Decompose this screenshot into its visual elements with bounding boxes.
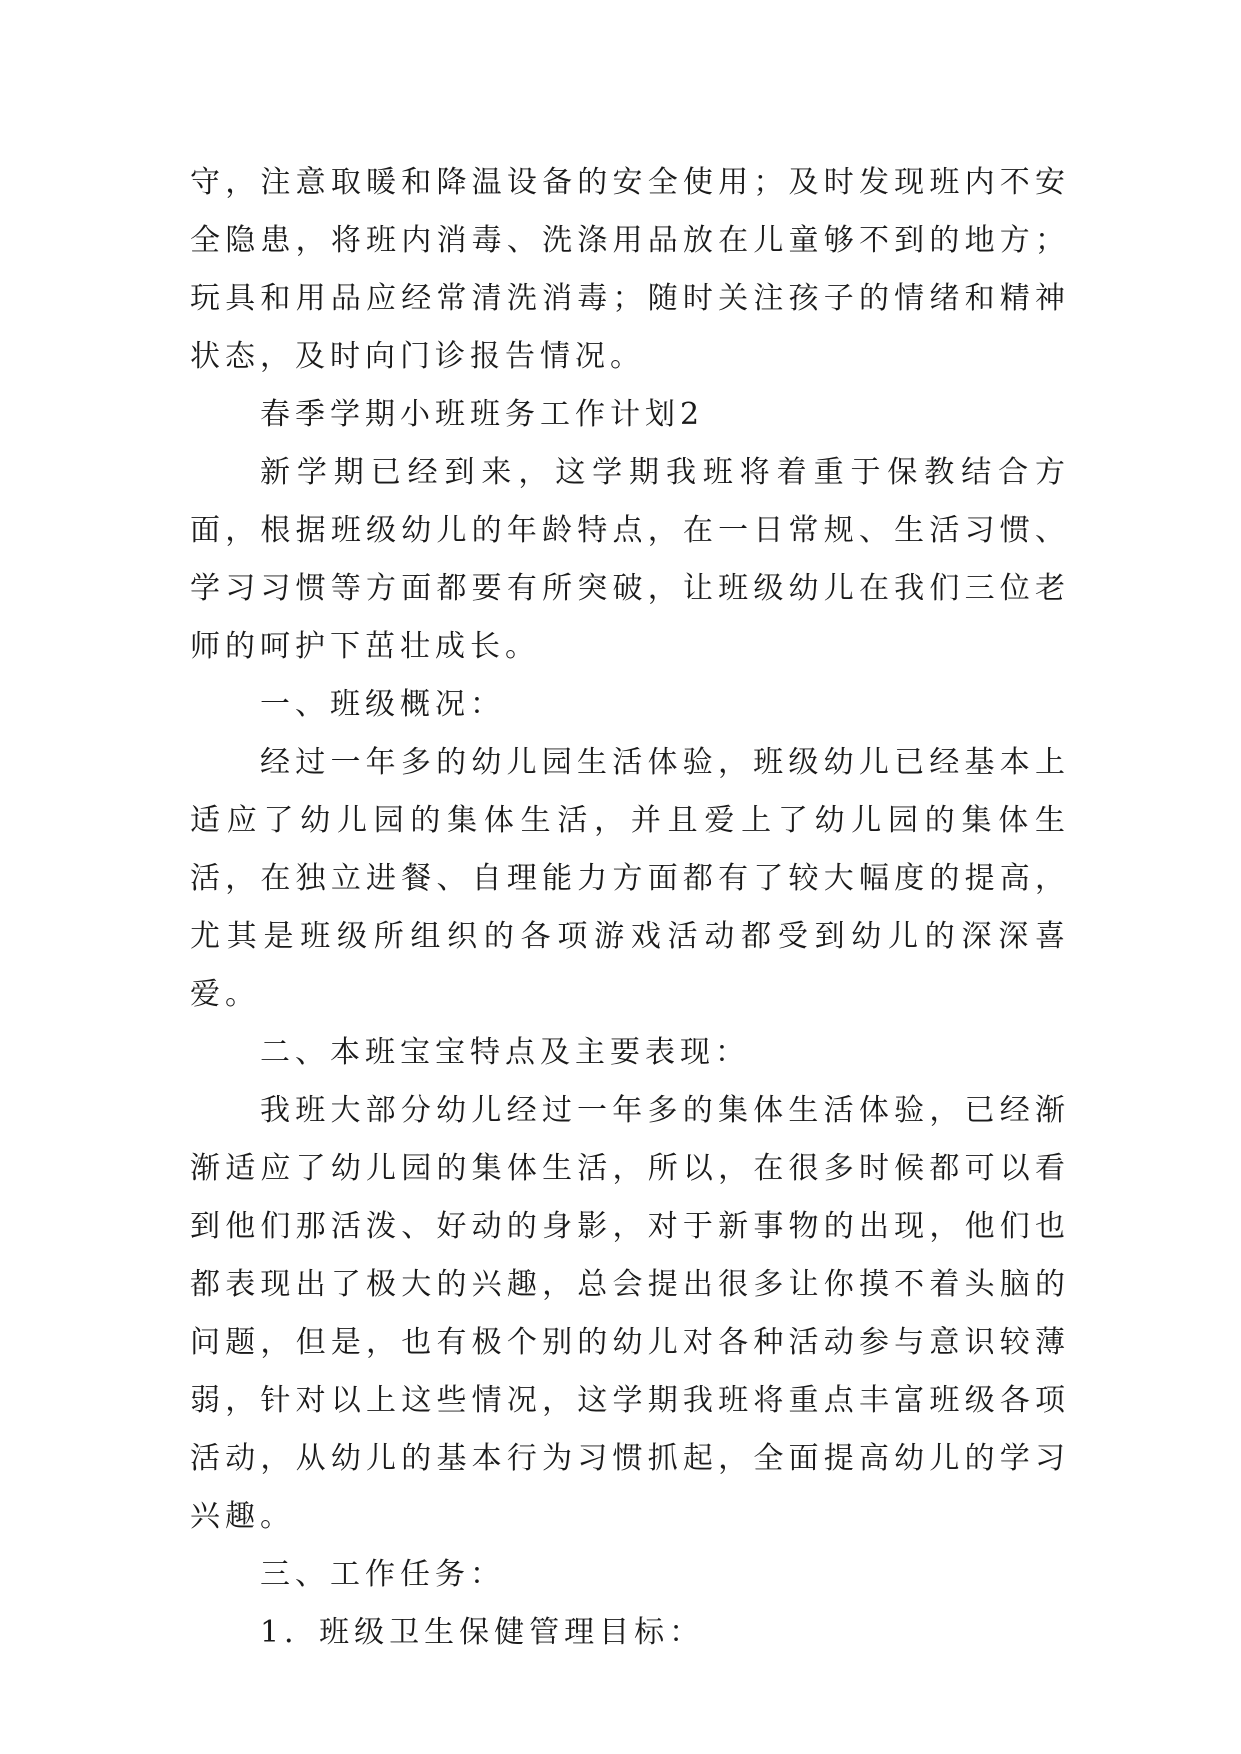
- paragraph-intro: 新学期已经到来，这学期我班将着重于保教结合方面，根据班级幼儿的年龄特点，在一日常规、生活习惯、学习习惯等方面都要有所突破，让班级幼儿在我们三位老师的呵护下茁壮成长。: [190, 455, 1070, 664]
- heading-hygiene-goals: 1．班级卫生保健管理目标：: [260, 1615, 705, 1650]
- heading-work-tasks: 三、工作任务：: [260, 1557, 505, 1592]
- section-title-plan-2: 春季学期小班班务工作计划2: [260, 397, 705, 432]
- heading-class-overview: 一、班级概况：: [260, 687, 505, 722]
- heading-class-characteristics: 二、本班宝宝特点及主要表现：: [260, 1035, 750, 1070]
- paragraph-class-characteristics: 我班大部分幼儿经过一年多的集体生活体验，已经渐渐适应了幼儿园的集体生活，所以，在很多时候都可以看到他们那活泼、好动的身影，对于新事物的出现，他们也都表现出了极大的兴趣，总会提出很多让你摸不着头脑的问题，但是，也有极个别的幼儿对各种活动参与意识较薄弱，针对以上这些情况，这学期我班将重点丰富班级各项活动，从幼儿的基本行为习惯抓起，全面提高幼儿的学习兴趣。: [190, 1093, 1070, 1534]
- paragraph-safety-continuation: 守，注意取暖和降温设备的安全使用；及时发现班内不安全隐患，将班内消毒、洗涤用品放在儿童够不到的地方；玩具和用品应经常清洗消毒；随时关注孩子的情绪和精神状态，及时向门诊报告情况。: [190, 165, 1070, 374]
- document-body: [190, 154, 1070, 1662]
- paragraph-class-overview: 经过一年多的幼儿园生活体验，班级幼儿已经基本上适应了幼儿园的集体生活，并且爱上了幼儿园的集体生活，在独立进餐、自理能力方面都有了较大幅度的提高，尤其是班级所组织的各项游戏活动都受到幼儿的深深喜爱。: [190, 745, 1070, 1012]
